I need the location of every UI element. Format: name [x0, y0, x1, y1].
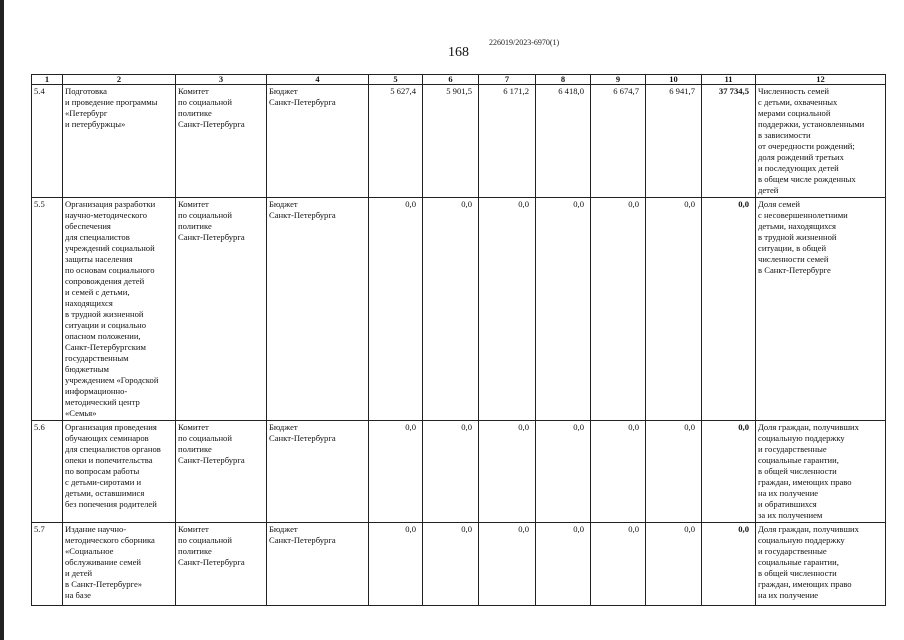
value-col8: 0,0 [536, 198, 591, 421]
indicator: Численность семей с детьми, охваченных мерами социальной поддержки, установленными в зависимости от очередности рождений; доля рождений третьих и последующих детей в общем числе рожденных детей [756, 85, 886, 198]
col-number-8: 8 [536, 75, 591, 85]
col-number-3: 3 [176, 75, 267, 85]
value-col10: 0,0 [646, 523, 702, 606]
funding-source: Бюджет Санкт-Петербурга [267, 523, 369, 606]
value-col5: 0,0 [369, 198, 423, 421]
table-row [32, 421, 886, 523]
col-number-6: 6 [423, 75, 479, 85]
executor: Комитет по социальной политике Санкт-Петербурга [176, 85, 267, 198]
col-number-2: 2 [63, 75, 176, 85]
value-col6: 0,0 [423, 198, 479, 421]
value-col10: 6 941,7 [646, 85, 702, 198]
funding-source: Бюджет Санкт-Петербурга [267, 85, 369, 198]
table-row [32, 85, 886, 198]
value-col8: 6 418,0 [536, 85, 591, 198]
row-id: 5.4 [32, 85, 63, 198]
value-col5: 5 627,4 [369, 85, 423, 198]
value-col8: 0,0 [536, 421, 591, 523]
value-col6: 0,0 [423, 421, 479, 523]
funding-source: Бюджет Санкт-Петербурга [267, 421, 369, 523]
page-number: 168 [448, 45, 469, 60]
value-col5: 0,0 [369, 421, 423, 523]
value-col10: 0,0 [646, 198, 702, 421]
value-col5: 0,0 [369, 523, 423, 606]
row-id: 5.5 [32, 198, 63, 421]
scan-left-edge [0, 0, 4, 640]
table-row [32, 198, 886, 421]
document-id: 226019/2023-6970(1) [489, 38, 560, 47]
value-col10: 0,0 [646, 421, 702, 523]
col-number-9: 9 [591, 75, 646, 85]
value-col6: 5 901,5 [423, 85, 479, 198]
row-id: 5.6 [32, 421, 63, 523]
total-value: 0,0 [702, 198, 756, 421]
executor: Комитет по социальной политике Санкт-Петербурга [176, 523, 267, 606]
value-col9: 0,0 [591, 523, 646, 606]
value-col9: 6 674,7 [591, 85, 646, 198]
funding-source: Бюджет Санкт-Петербурга [267, 198, 369, 421]
col-number-1: 1 [32, 75, 63, 85]
indicator: Доля граждан, получивших социальную поддержку и государственные социальные гарантии, в общей численности граждан, имеющих право на их получение и обратившихся за их получением [756, 421, 886, 523]
activity-name: Издание научно- методического сборника «Социальное обслуживание семей и детей в Санкт-Петербурге» на базе [63, 523, 176, 606]
column-number-row [32, 75, 886, 85]
col-number-10: 10 [646, 75, 702, 85]
col-number-7: 7 [479, 75, 536, 85]
value-col7: 0,0 [479, 523, 536, 606]
activity-name: Подготовка и проведение программы «Петербург и петербуржцы» [63, 85, 176, 198]
col-number-4: 4 [267, 75, 369, 85]
total-value: 37 734,5 [702, 85, 756, 198]
col-number-12: 12 [756, 75, 886, 85]
table-row [32, 523, 886, 606]
indicator: Доля семей с несовершеннолетними детьми, находящихся в трудной жизненной ситуации, в общей численности семей в Санкт-Петербурге [756, 198, 886, 421]
total-value: 0,0 [702, 523, 756, 606]
activity-name: Организация разработки научно-методического обеспечения для специалистов учреждений социальной защиты населения по основам социального сопровождения детей и семей с детьми, находящихся в трудной жизненной ситуации и социально опасном положении, Санкт-Петербургским государственным бюджетным учреждением «Городской информационно- методический центр «Семья» [63, 198, 176, 421]
indicator: Доля граждан, получивших социальную поддержку и государственные социальные гарантии, в общей численности граждан, имеющих право на их получение [756, 523, 886, 606]
value-col7: 0,0 [479, 198, 536, 421]
value-col6: 0,0 [423, 523, 479, 606]
program-table [31, 74, 886, 606]
total-value: 0,0 [702, 421, 756, 523]
value-col9: 0,0 [591, 198, 646, 421]
activity-name: Организация проведения обучающих семинаров для специалистов органов опеки и попечительства по вопросам работы с детьми-сиротами и детьми, оставшимися без попечения родителей [63, 421, 176, 523]
executor: Комитет по социальной политике Санкт-Петербурга [176, 421, 267, 523]
value-col7: 0,0 [479, 421, 536, 523]
col-number-5: 5 [369, 75, 423, 85]
executor: Комитет по социальной политике Санкт-Петербурга [176, 198, 267, 421]
col-number-11: 11 [702, 75, 756, 85]
value-col7: 6 171,2 [479, 85, 536, 198]
value-col8: 0,0 [536, 523, 591, 606]
row-id: 5.7 [32, 523, 63, 606]
value-col9: 0,0 [591, 421, 646, 523]
